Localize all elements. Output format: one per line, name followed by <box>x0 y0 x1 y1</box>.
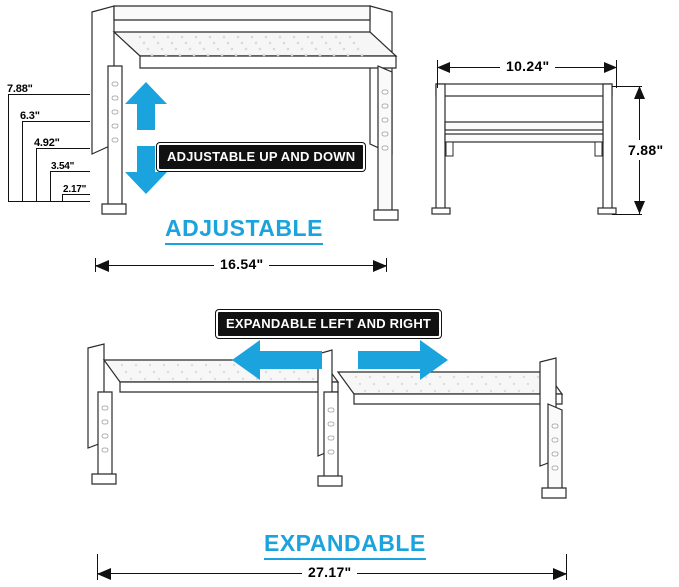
badge-adjustable-up-down: ADJUSTABLE UP AND DOWN <box>157 143 365 171</box>
dim-height-2: 6.3" <box>20 110 40 122</box>
dim-height-side: 7.88" <box>628 142 664 158</box>
left-arrow-icon <box>232 340 322 380</box>
dim-depth-side: 10.24" <box>500 58 555 74</box>
dim-height-5: 2.17" <box>63 184 87 195</box>
monitor-stand-expandable-illustration <box>70 332 610 507</box>
dim-height-1: 7.88" <box>7 83 33 95</box>
monitor-stand-side-view-illustration <box>430 78 630 218</box>
dim-width-top: 16.54" <box>214 256 269 272</box>
height-ext-line-top <box>612 86 642 87</box>
dim-width-bottom: 27.17" <box>302 564 357 580</box>
up-arrow-icon <box>125 82 167 130</box>
badge-expandable-left-right: EXPANDABLE LEFT AND RIGHT <box>216 310 441 338</box>
right-arrow-icon <box>358 340 448 380</box>
depth-ext-line-right <box>616 60 617 88</box>
caption-expandable: EXPANDABLE <box>264 530 426 560</box>
dim-height-4: 3.54" <box>51 161 75 172</box>
caption-adjustable: ADJUSTABLE <box>165 215 323 245</box>
height-ext-line-bottom <box>612 214 642 215</box>
depth-ext-line-left <box>437 60 438 88</box>
dim-height-3: 4.92" <box>34 137 60 149</box>
